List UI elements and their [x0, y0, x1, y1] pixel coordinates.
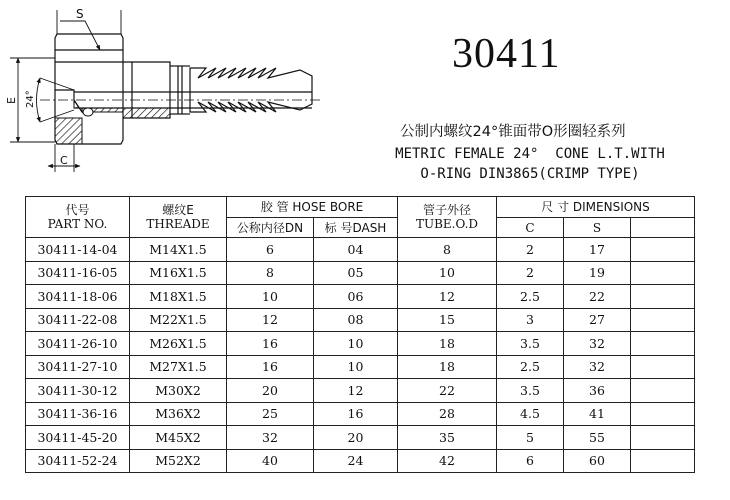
cell-c: 2.5: [497, 285, 564, 309]
cell-tube: 42: [398, 449, 497, 473]
cell-s: 60: [564, 449, 631, 473]
header-dimensions: 尺 寸 DIMENSIONS: [497, 197, 695, 218]
header-thread-cn: 螺纹E: [162, 203, 194, 217]
cell-s: 36: [564, 379, 631, 403]
cell-part: 30411-22-08: [26, 308, 130, 332]
table-row: [26, 238, 695, 262]
title-english-line-2: O-RING DIN3865(CRIMP TYPE): [420, 166, 640, 182]
cell-empty: [631, 355, 695, 379]
cell-thread: M52X2: [130, 449, 227, 473]
cell-empty: [631, 379, 695, 403]
cell-dn: 12: [227, 308, 314, 332]
label-e: E: [5, 97, 18, 104]
table-row: [26, 402, 695, 426]
title-english-line-1: METRIC FEMALE 24° CONE L.T.WITH: [395, 146, 665, 162]
part-number: 30411: [452, 31, 561, 77]
cell-thread: M14X1.5: [130, 238, 227, 262]
table-row: [26, 285, 695, 309]
cell-empty: [631, 261, 695, 285]
cell-empty: [631, 285, 695, 309]
cell-s: 32: [564, 332, 631, 356]
cell-empty: [631, 238, 695, 262]
cell-part: 30411-27-10: [26, 355, 130, 379]
cell-tube: 18: [398, 332, 497, 356]
cell-s: 41: [564, 402, 631, 426]
cell-c: 5: [497, 426, 564, 450]
header-empty: [631, 218, 695, 238]
cell-part: 30411-45-20: [26, 426, 130, 450]
cell-part: 30411-18-06: [26, 285, 130, 309]
barbed-tail-outline: [190, 68, 312, 112]
cell-empty: [631, 426, 695, 450]
header-part-no: [26, 197, 130, 238]
cell-tube: 28: [398, 402, 497, 426]
table-row: [26, 449, 695, 473]
cell-s: 55: [564, 426, 631, 450]
cell-tube: 10: [398, 261, 497, 285]
cell-part: 30411-26-10: [26, 332, 130, 356]
cell-s: 19: [564, 261, 631, 285]
header-s: S: [564, 218, 631, 238]
cell-thread: M45X2: [130, 426, 227, 450]
cell-dn: 32: [227, 426, 314, 450]
cell-dash: 04: [314, 238, 398, 262]
cell-c: 2.5: [497, 355, 564, 379]
cell-dash: 05: [314, 261, 398, 285]
cell-dash: 10: [314, 332, 398, 356]
header-part-no-cn: 代号: [65, 203, 90, 217]
cell-tube: 22: [398, 379, 497, 403]
cell-tube: 15: [398, 308, 497, 332]
cell-dash: 16: [314, 402, 398, 426]
cell-dn: 16: [227, 355, 314, 379]
cell-part: 30411-14-04: [26, 238, 130, 262]
cell-dn: 20: [227, 379, 314, 403]
cell-tube: 12: [398, 285, 497, 309]
header-dn: 公称内径DN: [227, 218, 314, 238]
header-tube-cn: 管子外径: [422, 203, 471, 217]
cell-empty: [631, 449, 695, 473]
cell-c: 3: [497, 308, 564, 332]
cell-thread: M26X1.5: [130, 332, 227, 356]
header-thread-en: THREADE: [146, 217, 210, 231]
fitting-drawing: [0, 0, 330, 180]
cell-dn: 10: [227, 285, 314, 309]
cell-thread: M36X2: [130, 402, 227, 426]
cell-s: 17: [564, 238, 631, 262]
cell-part: 30411-16-05: [26, 261, 130, 285]
table-row: [26, 308, 695, 332]
cell-thread: M30X2: [130, 379, 227, 403]
header-dash: 标 号DASH: [314, 218, 398, 238]
cell-dn: 25: [227, 402, 314, 426]
header-thread: [130, 197, 227, 238]
cell-tube: 18: [398, 355, 497, 379]
cell-empty: [631, 402, 695, 426]
cell-c: 2: [497, 261, 564, 285]
title-english: [380, 144, 680, 184]
cell-dash: 06: [314, 285, 398, 309]
cell-thread: M16X1.5: [130, 261, 227, 285]
cell-s: 22: [564, 285, 631, 309]
header-tube-en: TUBE.O.D: [415, 217, 479, 231]
cell-c: 3.5: [497, 379, 564, 403]
header-part-no-en: PART NO.: [47, 217, 108, 231]
label-angle: 24°: [25, 90, 36, 108]
cell-dash: 08: [314, 308, 398, 332]
cell-c: 2: [497, 238, 564, 262]
cell-s: 27: [564, 308, 631, 332]
table-row: [26, 379, 695, 403]
cell-dash: 20: [314, 426, 398, 450]
header-hose-bore: 胶 管 HOSE BORE: [227, 197, 398, 218]
cell-empty: [631, 332, 695, 356]
table-row: [26, 355, 695, 379]
cell-c: 6: [497, 449, 564, 473]
cell-part: 30411-30-12: [26, 379, 130, 403]
table-row: [26, 261, 695, 285]
cell-dash: 10: [314, 355, 398, 379]
cell-empty: [631, 308, 695, 332]
cell-tube: 8: [398, 238, 497, 262]
label-s: S: [76, 7, 84, 21]
cell-part: 30411-36-16: [26, 402, 130, 426]
table-row: [26, 332, 695, 356]
title-chinese: 公制内螺纹24°锥面带O形圈轻系列: [400, 124, 626, 140]
cell-dn: 8: [227, 261, 314, 285]
cell-c: 4.5: [497, 402, 564, 426]
header-c: C: [497, 218, 564, 238]
specification-table: [25, 196, 695, 473]
label-c: C: [60, 154, 68, 167]
cell-thread: M18X1.5: [130, 285, 227, 309]
cell-dash: 12: [314, 379, 398, 403]
cell-tube: 35: [398, 426, 497, 450]
cell-dash: 24: [314, 449, 398, 473]
cell-dn: 6: [227, 238, 314, 262]
cell-s: 32: [564, 355, 631, 379]
header-tube-od: [398, 197, 497, 238]
table-row: [26, 426, 695, 450]
o-ring: [83, 108, 93, 116]
cell-dn: 40: [227, 449, 314, 473]
cell-dn: 16: [227, 332, 314, 356]
cell-c: 3.5: [497, 332, 564, 356]
cell-part: 30411-52-24: [26, 449, 130, 473]
cell-thread: M22X1.5: [130, 308, 227, 332]
hatched-section: [82, 108, 170, 118]
cell-thread: M27X1.5: [130, 355, 227, 379]
